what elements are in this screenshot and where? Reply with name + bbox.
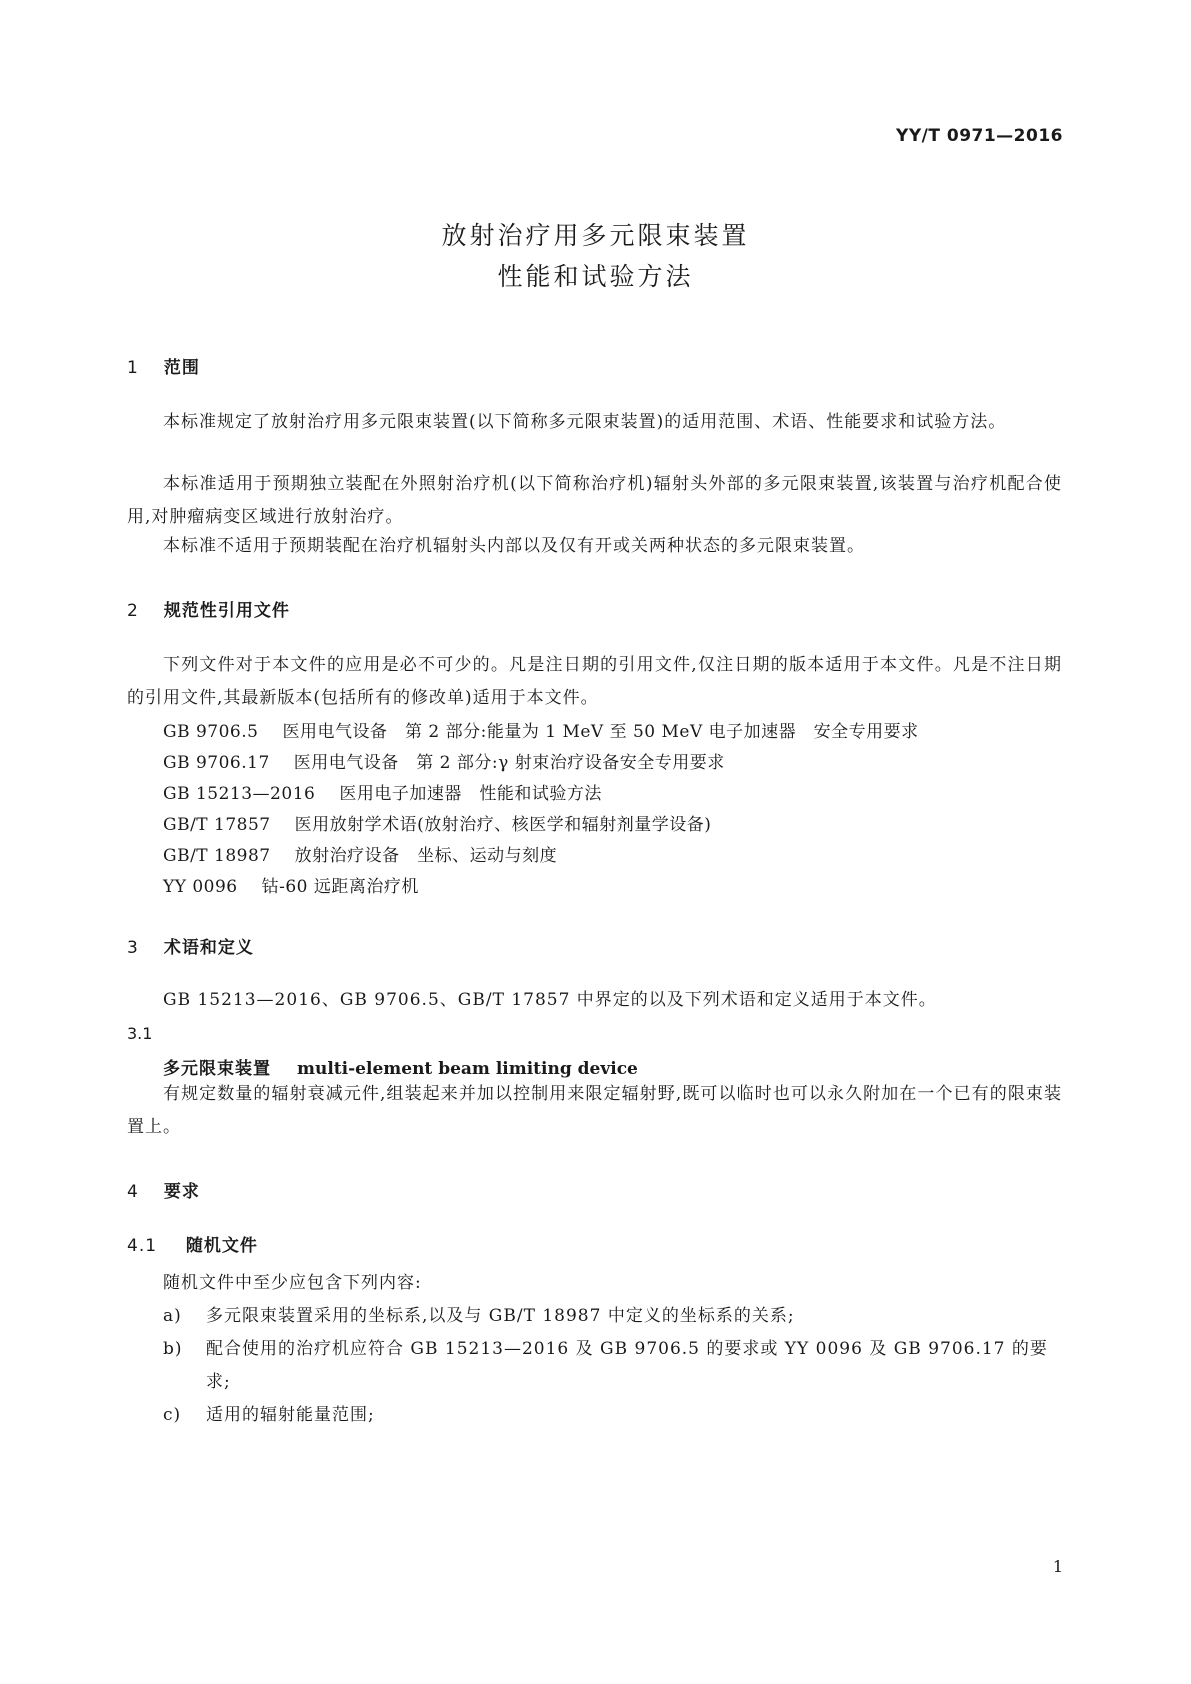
subsection-title: 随机文件	[185, 1236, 258, 1256]
section-3-heading	[127, 933, 254, 958]
section-1-paragraph-2: 本标准适用于预期独立装配在外照射治疗机(以下简称治疗机)辐射头外部的多元限束装置,该装置与治疗机配合使用,对肿瘤病变区域进行放射治疗。	[127, 474, 1062, 527]
section-number: 3	[127, 938, 139, 958]
document-title-line-1: 放射治疗用多元限束装置	[441, 221, 750, 250]
section-number: 2	[127, 601, 139, 621]
section-title: 要求	[163, 1182, 200, 1202]
reference-title: 医用电气设备 第 2 部分:能量为 1 MeV 至 50 MeV 电子加速器 安全专用要求	[282, 722, 919, 742]
reference-code: GB 15213—2016	[163, 784, 316, 804]
term-heading	[163, 1054, 638, 1079]
section-3-intro: GB 15213—2016、GB 9706.5、GB/T 17857 中界定的以及下列术语和定义适用于本文件。	[163, 990, 937, 1010]
reference-title: 医用电子加速器 性能和试验方法	[339, 784, 602, 804]
section-title: 规范性引用文件	[163, 601, 290, 621]
reference-code: YY 0096	[163, 877, 238, 897]
term-number: 3.1	[127, 1024, 153, 1043]
reference-title: 放射治疗设备 坐标、运动与刻度	[294, 846, 558, 866]
reference-item	[163, 779, 602, 804]
reference-item	[163, 841, 557, 866]
term-english: multi-element beam limiting device	[297, 1059, 638, 1079]
list-marker: b)	[163, 1339, 183, 1359]
subsection-number: 4.1	[127, 1236, 158, 1256]
reference-code: GB 9706.5	[163, 722, 259, 742]
standard-code: YY/T 0971—2016	[896, 126, 1063, 146]
term-chinese: 多元限束装置	[163, 1059, 271, 1079]
section-number: 1	[127, 358, 139, 378]
reference-item	[163, 717, 919, 742]
reference-title: 医用放射学术语(放射治疗、核医学和辐射剂量学设备)	[294, 815, 712, 835]
reference-item	[163, 748, 725, 773]
list-text: 适用的辐射能量范围;	[206, 1405, 375, 1425]
subsection-4-1-intro: 随机文件中至少应包含下列内容:	[163, 1273, 422, 1293]
section-2-heading	[127, 596, 290, 621]
reference-code: GB 9706.17	[163, 753, 270, 773]
list-text: 配合使用的治疗机应符合 GB 15213—2016 及 GB 9706.5 的要求或 YY 0096 及 GB 9706.17 的要求;	[206, 1339, 1048, 1392]
reference-code: GB/T 17857	[163, 815, 271, 835]
section-title: 术语和定义	[163, 938, 254, 958]
section-1-paragraph-3: 本标准不适用于预期装配在治疗机辐射头内部以及仅有开或关两种状态的多元限束装置。	[163, 536, 865, 556]
reference-item	[163, 872, 419, 897]
list-item	[163, 1333, 1063, 1399]
section-title: 范围	[163, 358, 200, 378]
section-number: 4	[127, 1182, 139, 1202]
reference-title: 医用电气设备 第 2 部分:γ 射束治疗设备安全专用要求	[293, 753, 725, 773]
document-title-line-2: 性能和试验方法	[497, 262, 694, 291]
list-marker: c)	[163, 1405, 182, 1425]
term-definition: 有规定数量的辐射衰减元件,组装起来并加以控制用来限定辐射野,既可以临时也可以永久附加在一个已有的限束装置上。	[127, 1084, 1062, 1137]
reference-item	[163, 810, 711, 835]
section-1-heading	[127, 353, 200, 378]
section-4-heading	[127, 1177, 200, 1202]
page-number: 1	[1052, 1557, 1063, 1576]
section-1-paragraph-1: 本标准规定了放射治疗用多元限束装置(以下简称多元限束装置)的适用范围、术语、性能要求和试验方法。	[163, 412, 1007, 432]
list-text: 多元限束装置采用的坐标系,以及与 GB/T 18987 中定义的坐标系的关系;	[206, 1306, 795, 1326]
list-marker: a)	[163, 1306, 182, 1326]
section-2-intro: 下列文件对于本文件的应用是必不可少的。凡是注日期的引用文件,仅注日期的版本适用于本文件。凡是不注日期的引用文件,其最新版本(包括所有的修改单)适用于本文件。	[127, 655, 1062, 708]
reference-code: GB/T 18987	[163, 846, 271, 866]
list-item	[163, 1399, 1063, 1432]
list-item	[163, 1300, 1063, 1333]
subsection-4-1-heading	[127, 1231, 258, 1256]
reference-title: 钴-60 远距离治疗机	[261, 877, 419, 897]
